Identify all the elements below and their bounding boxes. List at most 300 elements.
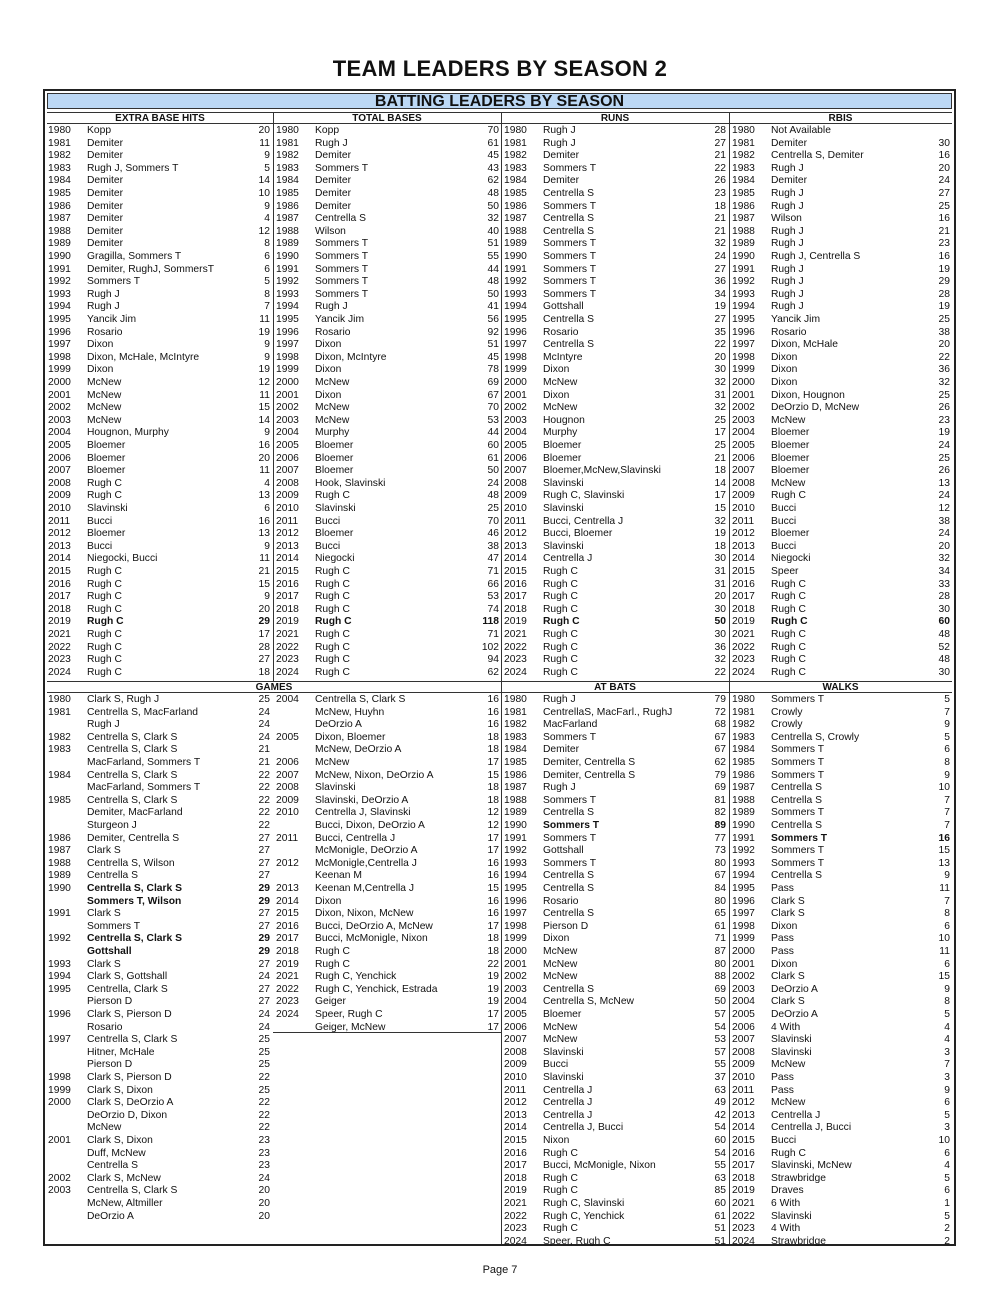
table-cell: 2000 [504, 377, 527, 388]
table-cell: Crowly [771, 706, 803, 718]
table-cell: 1982 [504, 719, 527, 731]
table-cell: 1990 [732, 820, 755, 831]
table-cell: Demiter [87, 137, 124, 149]
table-cell: 1987 [732, 782, 755, 794]
table-cell: 1981 [48, 137, 71, 149]
table-cell: 23 [714, 188, 726, 199]
table-cell: McNew [771, 477, 806, 489]
table-cell: 1987 [48, 845, 71, 857]
table-cell: 9 [944, 769, 950, 781]
table-row [45, 1211, 952, 1224]
table-cell: 6 [264, 251, 270, 262]
table-cell: McMonigle,Centrella J [315, 857, 417, 869]
table-cell: 31 [714, 389, 726, 401]
table-cell: 36 [714, 276, 726, 288]
table-cell: 2023 [276, 996, 299, 1008]
table-cell: 1996 [48, 1009, 71, 1020]
table-cell: 1994 [504, 870, 527, 882]
table-row [45, 694, 952, 707]
table-cell: 2005 [504, 1009, 527, 1020]
table-cell: 2010 [48, 503, 71, 514]
table-cell: Keenan M [315, 870, 362, 882]
table-cell: Rugh C [315, 616, 352, 628]
table-cell: 2009 [276, 490, 299, 502]
table-cell: Bucci [315, 515, 341, 527]
table-cell: Centrella S [543, 883, 594, 894]
table-cell: 2007 [504, 465, 527, 477]
table-cell: Slavinski [543, 540, 584, 552]
table-cell: Gottshall [87, 946, 132, 957]
table-cell: 6 [264, 503, 270, 514]
table-cell: 1996 [732, 895, 755, 907]
table-cell: 9 [944, 870, 950, 882]
table-cell: 1990 [48, 883, 71, 894]
table-cell: 2004 [48, 427, 71, 439]
table-cell: 22 [258, 794, 270, 806]
table-cell: Demiter [87, 175, 124, 187]
table-cell: Bloemer [315, 440, 354, 451]
table-row [45, 289, 952, 302]
table-cell: Bloemer [543, 440, 582, 451]
table-row [45, 503, 952, 516]
table-row [45, 1085, 952, 1098]
table-cell: Rugh J [771, 276, 804, 288]
table-cell: 1994 [276, 301, 299, 313]
table-cell: 1998 [504, 920, 527, 932]
table-cell: Rugh C [315, 946, 350, 957]
table-cell: 22 [714, 162, 726, 174]
table-cell: Clark S [771, 895, 805, 907]
table-cell: 25 [487, 503, 499, 514]
table-cell: Rugh J [771, 301, 804, 313]
table-cell: Rugh C [771, 641, 806, 653]
table-cell: 7 [944, 706, 950, 718]
table-cell: Sommers T [771, 744, 825, 756]
table-cell: 1991 [504, 832, 527, 844]
table-cell: Rugh C [315, 654, 350, 666]
table-cell: Rugh C [315, 490, 350, 502]
table-cell: 32 [714, 238, 726, 250]
table-cell: 1992 [276, 276, 299, 288]
table-cell: Dixon [87, 364, 114, 376]
table-cell: Rugh J, Sommers T [87, 162, 179, 174]
table-cell: Rugh C [543, 654, 578, 666]
table-cell: 84 [714, 883, 726, 894]
table-cell: Centrella S [543, 213, 594, 225]
table-cell: 2019 [504, 616, 527, 628]
table-cell: 1981 [504, 706, 527, 718]
table-cell: 1994 [48, 301, 71, 313]
table-cell: 41 [487, 301, 499, 313]
table-cell: 11 [259, 465, 270, 477]
table-cell: 13 [938, 857, 950, 869]
table-cell: Dixon [315, 389, 342, 401]
table-cell: 2000 [276, 377, 299, 388]
table-cell: Rugh C [771, 490, 806, 502]
table-cell: Demiter [543, 150, 580, 162]
table-cell: 25 [938, 200, 950, 212]
table-cell: 1989 [504, 238, 527, 250]
table-cell: 21 [258, 757, 270, 768]
table-cell: 40 [487, 225, 499, 237]
header-games: GAMES [47, 681, 501, 693]
table-cell: 2011 [504, 515, 527, 527]
table-cell: Centrella S, Clark S [87, 933, 182, 945]
table-cell: Niegocki [315, 553, 355, 565]
table-cell: Bucci [771, 515, 797, 527]
table-cell: 1982 [732, 150, 755, 162]
table-cell: 51 [714, 1235, 726, 1247]
table-cell: 2014 [276, 553, 299, 565]
table-cell: Rugh C [543, 641, 578, 653]
table-cell: 2 [944, 1223, 950, 1235]
table-cell: 2022 [732, 641, 755, 653]
section-banner: BATTING LEADERS BY SEASON [47, 93, 952, 109]
table-row [45, 327, 952, 340]
table-cell: 62 [487, 666, 499, 678]
table-cell: 5 [944, 1109, 950, 1121]
table-cell: 12 [258, 377, 270, 388]
table-cell: 2004 [504, 427, 527, 439]
table-cell: 80 [714, 895, 726, 907]
table-cell: Demiter [543, 744, 580, 756]
table-row [45, 795, 952, 808]
table-cell: 1997 [504, 908, 527, 920]
table-cell: Duff, McNew [87, 1147, 146, 1159]
table-cell: Demiter [87, 188, 124, 199]
table-cell: Rugh C, Yenchick [543, 1210, 625, 1222]
table-cell: 63 [714, 1084, 726, 1096]
table-cell: 1986 [276, 200, 299, 212]
table-cell: 12 [487, 820, 499, 831]
table-cell: 18 [714, 200, 726, 212]
table-cell: 1985 [732, 188, 755, 199]
table-cell: Sommers T [315, 276, 369, 288]
table-row [45, 465, 952, 478]
table-cell: Rugh C [543, 578, 578, 590]
table-cell: Clark S, McNew [87, 1172, 161, 1184]
table-cell: 2013 [504, 1109, 527, 1121]
table-cell: 10 [258, 188, 270, 199]
table-cell: 2019 [48, 616, 71, 628]
table-cell: 1998 [48, 1072, 71, 1083]
table-cell: 53 [487, 591, 499, 603]
table-cell: 4 [944, 1034, 950, 1046]
table-cell: 17 [487, 1009, 499, 1020]
table-cell: 1990 [504, 820, 527, 831]
table-cell: 65 [714, 908, 726, 920]
table-cell: Bloemer [87, 528, 126, 540]
table-cell: 2021 [732, 1198, 755, 1209]
table-cell: Rugh C [315, 566, 350, 577]
table-cell: McNew [771, 1097, 806, 1109]
table-cell: 2019 [504, 1185, 527, 1197]
table-row [45, 1198, 952, 1211]
table-cell: 1995 [276, 314, 299, 325]
table-cell: 1986 [732, 200, 755, 212]
table-cell: 55 [714, 1160, 726, 1172]
table-cell: 32 [714, 654, 726, 666]
table-cell: McNew [543, 377, 578, 388]
table-cell: 2005 [276, 440, 299, 451]
table-cell: 19 [258, 364, 270, 376]
table-cell: 27 [258, 920, 270, 932]
table-cell: Clark S [87, 958, 121, 970]
table-cell: 68 [714, 719, 726, 731]
table-cell: 67 [714, 870, 726, 882]
table-cell: Slavinski [543, 503, 584, 514]
table-cell: 82 [714, 807, 726, 819]
table-cell: 25 [258, 1059, 270, 1071]
table-row [45, 1009, 952, 1022]
table-cell: Rosario [315, 326, 351, 338]
table-cell: 19 [938, 263, 950, 275]
table-cell: 1983 [504, 731, 527, 743]
table-cell: Centrella S [543, 339, 594, 351]
table-cell: 1988 [732, 794, 755, 806]
table-cell: 15 [938, 845, 950, 857]
table-cell: 3 [944, 1122, 950, 1134]
table-cell: 26 [938, 402, 950, 414]
table-cell: Rugh C [771, 666, 806, 678]
table-cell: Sommers T [543, 857, 597, 869]
table-cell: Sommers T [315, 162, 369, 174]
table-cell: Rugh J [771, 263, 804, 275]
table-cell: Pass [771, 883, 794, 894]
table-row [45, 238, 952, 251]
table-cell: 5 [944, 1210, 950, 1222]
table-cell: Dixon [771, 920, 798, 932]
table-cell: McNew [315, 414, 350, 426]
table-cell: 2012 [276, 857, 299, 869]
table-cell: Centrella J, Slavinski [315, 807, 411, 819]
table-cell: 2005 [48, 440, 71, 451]
table-cell: Rugh C, Slavinski [543, 1198, 625, 1209]
table-cell: Centrella S [771, 794, 822, 806]
table-cell: 1993 [504, 857, 527, 869]
table-cell: 9 [264, 591, 270, 603]
table-cell: Dixon [771, 958, 798, 970]
table-cell: 32 [714, 402, 726, 414]
table-cell: DeOrzio A [315, 719, 362, 731]
table-cell: Centrella S, Clark S [87, 794, 178, 806]
table-cell: Bloemer [543, 1009, 582, 1020]
table-cell: Centrella S, Clark S [87, 744, 178, 756]
table-cell: Rugh C [543, 616, 580, 628]
table-cell: Bloemer [771, 528, 810, 540]
table-cell: 24 [258, 1009, 270, 1020]
table-cell: Rugh C [87, 578, 122, 590]
table-cell: 1980 [48, 694, 71, 705]
table-cell: Murphy [543, 427, 578, 439]
table-cell: 7 [944, 794, 950, 806]
table-cell: 1980 [48, 125, 71, 136]
table-cell: 1997 [732, 908, 755, 920]
table-row [45, 314, 952, 327]
table-cell: Rugh C [315, 641, 350, 653]
table-cell: 15 [258, 402, 270, 414]
table-cell: Pierson D [87, 1059, 133, 1071]
table-row [45, 591, 952, 604]
table-cell: 50 [714, 996, 726, 1008]
table-row [45, 908, 952, 921]
table-row [45, 415, 952, 428]
table-cell: Bucci, Dixon, DeOrzio A [315, 820, 425, 831]
table-row [45, 516, 952, 529]
table-cell: 17 [258, 629, 270, 640]
table-cell: 1996 [504, 895, 527, 907]
table-cell: 118 [482, 616, 499, 628]
table-cell: 20 [258, 1210, 270, 1222]
table-cell: 1988 [732, 225, 755, 237]
table-cell: McNew [771, 414, 806, 426]
table-cell: 1994 [504, 301, 527, 313]
table-cell: 10 [938, 782, 950, 794]
table-cell: 2008 [732, 477, 755, 489]
table-cell: Bloemer [771, 440, 810, 451]
table-cell: 17 [487, 832, 499, 844]
table-cell: 4 [944, 1160, 950, 1172]
table-row [45, 946, 952, 959]
table-cell: 2018 [276, 946, 299, 957]
table-cell: 24 [938, 440, 950, 451]
table-cell: Bucci [87, 515, 113, 527]
table-cell: 1988 [504, 225, 527, 237]
table-cell: 78 [487, 364, 499, 376]
table-cell: 37 [714, 1072, 726, 1083]
table-cell: 1990 [276, 251, 299, 262]
table-cell: 13 [938, 477, 950, 489]
table-cell: 2015 [732, 566, 755, 577]
table-cell: 20 [258, 125, 270, 136]
table-cell: DeOrzio A [771, 983, 818, 995]
table-cell: Geiger [315, 996, 346, 1008]
table-cell: Sommers T [87, 276, 141, 288]
table-cell: 2010 [504, 503, 527, 514]
table-cell: 63 [714, 1172, 726, 1184]
table-cell: Hook, Slavinski [315, 477, 386, 489]
table-cell: McNew [771, 1059, 806, 1071]
table-cell: 24 [258, 1021, 270, 1033]
table-cell: Rugh C [87, 490, 122, 502]
table-cell: Speer, Rugh C [315, 1009, 383, 1020]
table-cell: 2001 [48, 389, 71, 401]
table-cell: 1988 [48, 857, 71, 869]
table-cell: Dixon [543, 389, 570, 401]
table-cell: Bucci [87, 540, 113, 552]
table-cell: 2007 [732, 1034, 755, 1046]
table-cell: 2003 [48, 1185, 71, 1197]
table-row [45, 478, 952, 491]
table-cell: 2012 [732, 528, 755, 540]
table-cell: 4 With [771, 1223, 801, 1235]
table-row [45, 959, 952, 972]
table-cell: 2014 [276, 895, 299, 907]
table-cell: Rugh C [87, 603, 122, 615]
table-cell: 30 [714, 553, 726, 565]
table-cell: 9 [944, 983, 950, 995]
table-cell: 70 [487, 125, 499, 136]
table-cell: 2001 [504, 389, 527, 401]
table-cell: 25 [258, 1084, 270, 1096]
table-cell: 8 [944, 908, 950, 920]
table-cell: 18 [487, 731, 499, 743]
table-cell: 1989 [732, 807, 755, 819]
table-cell: 11 [259, 553, 270, 565]
table-cell: Centrella S [543, 188, 594, 199]
table-cell: 1984 [48, 769, 71, 781]
table-row [45, 616, 952, 629]
table-cell: 25 [258, 1046, 270, 1058]
table-cell: 8 [264, 288, 270, 300]
table-cell: 51 [714, 1223, 726, 1235]
table-cell: 45 [487, 351, 499, 363]
table-row [45, 1185, 952, 1198]
table-cell: Centrella S [771, 820, 822, 831]
table-cell: 6 [264, 263, 270, 275]
table-cell: McNew [543, 402, 578, 414]
table-cell: 52 [938, 641, 950, 653]
table-row [45, 251, 952, 264]
table-cell: 6 With [771, 1198, 801, 1209]
table-cell: 1997 [504, 339, 527, 351]
table-cell: Pass [771, 946, 794, 957]
table-cell: 72 [714, 706, 726, 718]
table-cell: Bucci [315, 540, 341, 552]
table-cell: 102 [481, 641, 499, 653]
table-cell: 25 [714, 440, 726, 451]
table-cell: Sommers T [543, 263, 597, 275]
table-cell: 54 [714, 1021, 726, 1033]
table-cell: 1986 [48, 832, 71, 844]
table-cell: Strawbridge [771, 1235, 826, 1247]
table-cell: 1980 [504, 694, 527, 705]
table-cell: 1992 [504, 276, 527, 288]
table-row [45, 453, 952, 466]
table-cell: Pierson D [543, 920, 589, 932]
table-cell: 2001 [732, 958, 755, 970]
table-cell: Rugh J [543, 137, 576, 149]
table-cell: 34 [714, 288, 726, 300]
table-cell: 1981 [504, 137, 527, 149]
table-cell: Rosario [771, 326, 807, 338]
table-cell: 30 [714, 629, 726, 640]
table-cell: 2 [944, 1235, 950, 1247]
table-cell: 24 [258, 1172, 270, 1184]
table-cell: DeOrzio D, McNew [771, 402, 860, 414]
table-cell: 14 [258, 414, 270, 426]
table-cell: 1997 [48, 339, 71, 351]
table-cell: Centrella S, MacFarland [87, 706, 199, 718]
table-cell: Demiter [315, 175, 352, 187]
table-cell: 2001 [504, 958, 527, 970]
table-cell: Rosario [543, 895, 579, 907]
table-cell: 2014 [504, 553, 527, 565]
table-cell: 53 [487, 414, 499, 426]
table-cell: 2003 [504, 414, 527, 426]
table-cell: 2018 [732, 603, 755, 615]
table-cell: 1997 [48, 1034, 71, 1046]
table-cell: Pierson D [87, 996, 133, 1008]
table-cell: 51 [487, 238, 499, 250]
table-cell: Sommers T [315, 263, 369, 275]
table-cell: 1984 [504, 175, 527, 187]
table-row [45, 1022, 952, 1035]
table-row [45, 604, 952, 617]
table-cell: Demiter, MacFarland [87, 807, 183, 819]
table-cell: Bloemer,McNew,Slavinski [543, 465, 661, 477]
table-cell: 2002 [732, 971, 755, 983]
